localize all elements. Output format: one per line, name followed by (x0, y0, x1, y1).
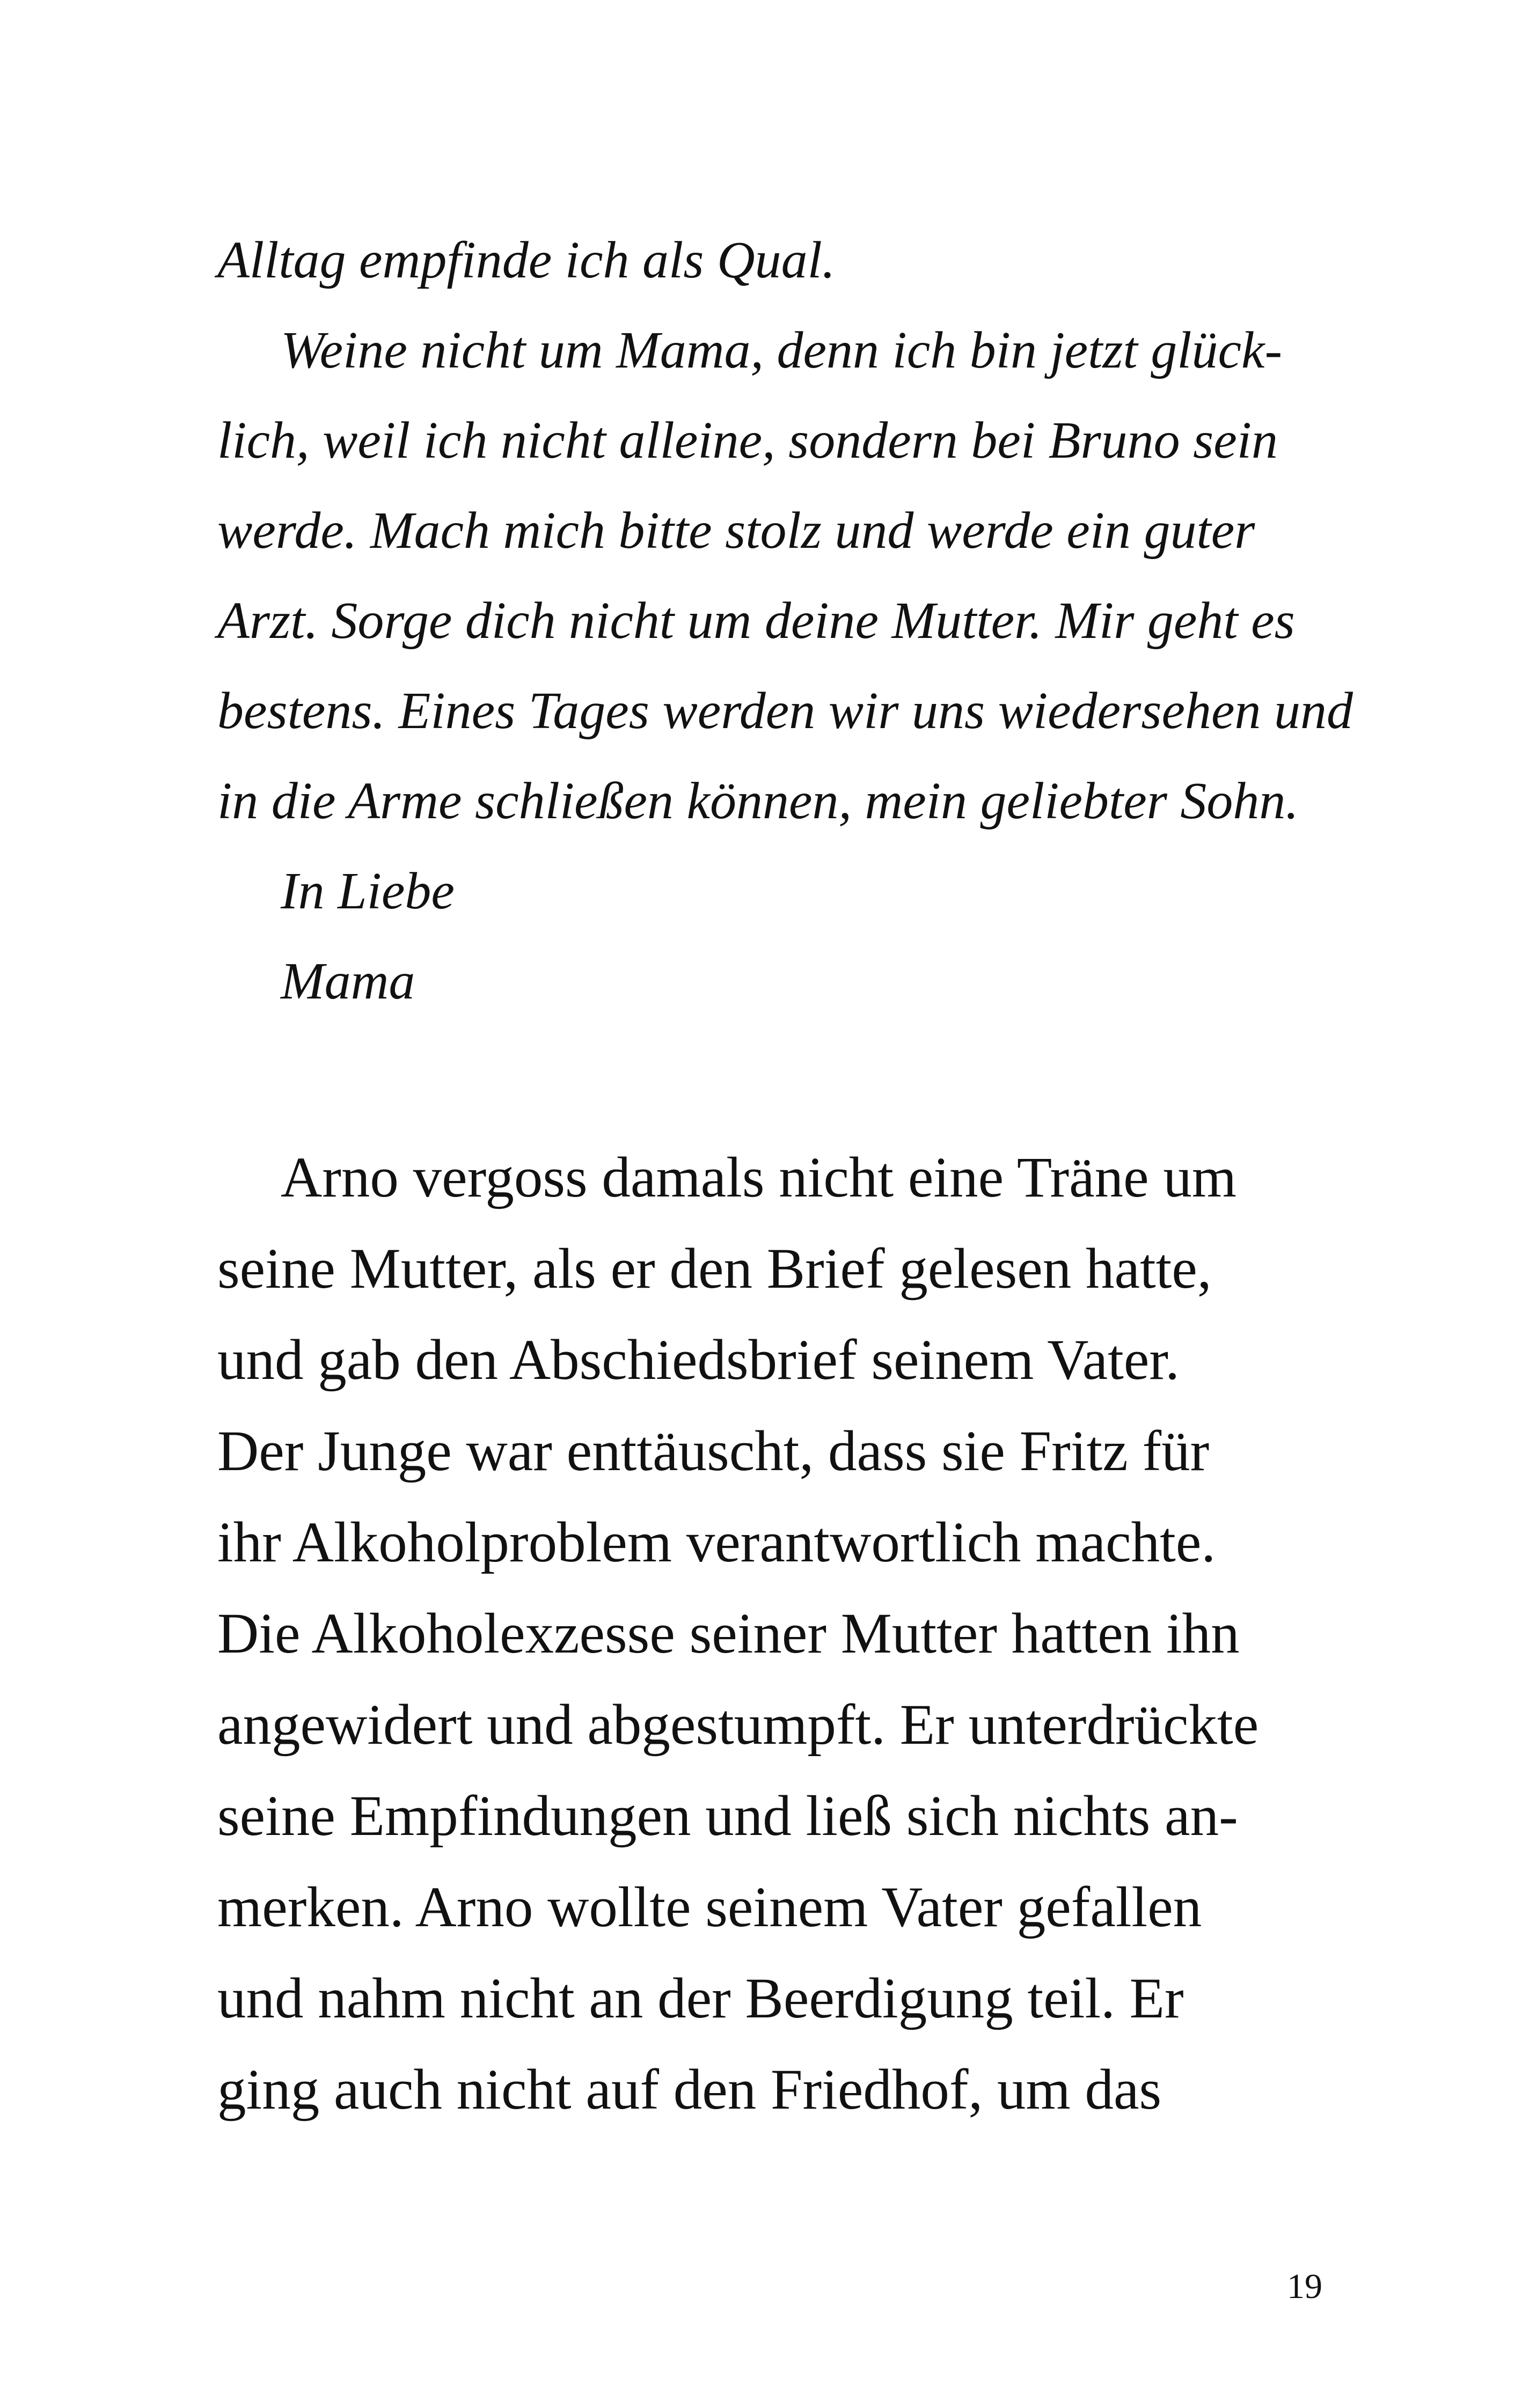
letter-line: Alltag empfinde ich als Qual. (217, 231, 836, 289)
letter-line: Arzt. Sorge dich nicht um deine Mutter. Mir geht es (217, 592, 1295, 650)
letter-signature: Mama (281, 952, 415, 1010)
letter-line: in die Arme schließen können, mein geliebter Sohn. (217, 772, 1299, 830)
paragraph-line: angewidert und abgestumpft. Er unterdrückte (217, 1693, 1259, 1757)
letter-closing: In Liebe (281, 862, 455, 920)
paragraph-line: Arno vergoss damals nicht eine Träne um (281, 1146, 1237, 1209)
paragraph-line: Der Junge war enttäuscht, dass sie Fritz für (217, 1420, 1210, 1483)
paragraph-line: und gab den Abschiedsbrief seinem Vater. (217, 1328, 1180, 1392)
letter-line: bestens. Eines Tages werden wir uns wiedersehen und (217, 682, 1353, 740)
letter-line: lich, weil ich nicht alleine, sondern bei Bruno sein (217, 412, 1278, 469)
paragraph-line: seine Mutter, als er den Brief gelesen hatte, (217, 1237, 1212, 1301)
paragraph-line: seine Empfindungen und ließ sich nichts an- (217, 1785, 1238, 1848)
letter-line: werde. Mach mich bitte stolz und werde ein guter (217, 502, 1255, 560)
paragraph-line: ihr Alkoholproblem verantwortlich machte. (217, 1511, 1216, 1574)
paragraph-line: merken. Arno wollte seinem Vater gefallen (217, 1876, 1202, 1939)
paragraph-line: Die Alkoholexzesse seiner Mutter hatten ihn (217, 1602, 1240, 1665)
paragraph-line: ging auch nicht auf den Friedhof, um das (217, 2058, 1162, 2121)
letter-line: Weine nicht um Mama, denn ich bin jetzt glück- (281, 321, 1283, 379)
paragraph-line: und nahm nicht an der Beerdigung teil. Er (217, 1967, 1184, 2030)
page-number: 19 (1287, 2267, 1322, 2306)
